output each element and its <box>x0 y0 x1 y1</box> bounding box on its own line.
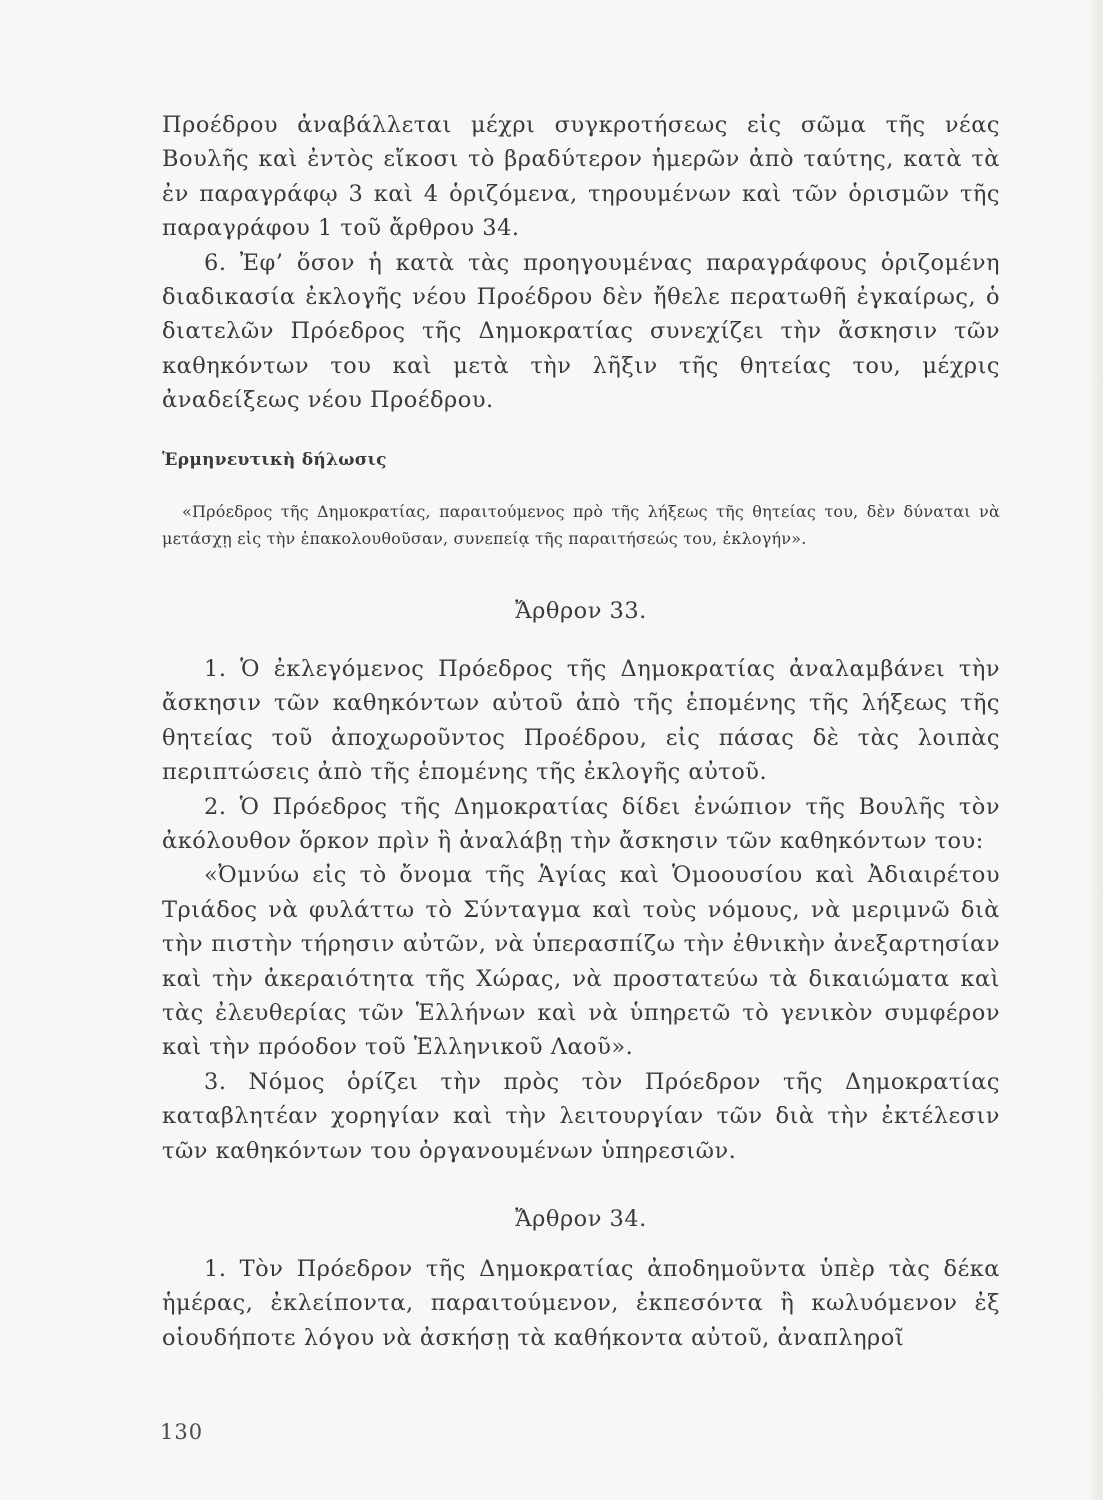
article-33-body <box>162 652 1000 1168</box>
article-33-oath: «Ὀμνύω εἰς τὸ ὄνομα τῆς Ἁγίας καὶ Ὁμοουσίου καὶ Ἀδιαιρέτου Τριάδος νὰ φυλάττω τὸ Σύνταγμα καὶ τοὺς νόμους, νὰ μεριμνῶ διὰ τὴν πιστὴν τήρησιν αὐτῶν, νὰ ὑπερασπίζω τὴν ἐθνικὴν ἀνεξαρτησίαν καὶ τὴν ἀκεραιότητα τῆς Χώρας, νὰ προστατεύω τὰ δικαιώματα καὶ τὰς ἐλευθερίας τῶν Ἑλλήνων καὶ νὰ ὑπηρετῶ τὸ γενικὸν συμφέρον καὶ τὴν πρόοδον τοῦ Ἑλληνικοῦ Λαοῦ». <box>162 862 1000 1061</box>
article-33-paragraph-1: 1. Ὁ ἐκλεγόμενος Πρόεδρος τῆς Δημοκρατίας ἀναλαμβάνει τὴν ἄσκησιν τῶν καθηκόντων αὐτοῦ ἀπὸ τῆς ἑπομένης τῆς λήξεως τῆς θητείας τοῦ ἀποχωροῦντος Προέδρου, εἰς πάσας δὲ τὰς λοιπὰς περιπτώσεις ἀπὸ τῆς ἑπομένης τῆς ἐκλογῆς αὐτοῦ. <box>162 656 1000 786</box>
article-34 <box>162 1206 1000 1232</box>
paragraph-6: 6. Ἐφ’ ὅσον ἡ κατὰ τὰς προηγουμένας παραγράφους ὁριζομένη διαδικασία ἐκλογῆς νέου Προέδρου δὲν ἤθελε περατωθῆ ἐγκαίρως, ὁ διατελῶν Πρόεδρος τῆς Δημοκρατίας συνεχίζει τὴν ἄσκησιν τῶν καθηκόντων του καὶ μετὰ τὴν λῆξιν τῆς θητείας του, μέχρις ἀναδείξεως νέου Προέδρου. <box>162 249 1000 414</box>
article-33-paragraph-2: 2. Ὁ Πρόεδρος τῆς Δημοκρατίας δίδει ἐνώπιον τῆς Βουλῆς τὸν ἀκόλουθον ὅρκον πρὶν ἢ ἀναλάβῃ τὴν ἄσκησιν τῶν καθηκόντων του: <box>162 793 1000 855</box>
article-34-title: Ἄρθρον 34. <box>515 1206 647 1232</box>
article-34-body <box>162 1252 1000 1355</box>
interpretive-note <box>162 450 1000 470</box>
continued-paragraph: Προέδρου ἀναβάλλεται μέχρι συγκροτήσεως εἰς σῶμα τῆς νέας Βουλῆς καὶ ἐντὸς εἴκοσι τὸ βραδύτερον ἡμερῶν ἀπὸ ταύτης, κατὰ τὰ ἐν παραγράφῳ 3 καὶ 4 ὁριζόμενα, τηρουμένων καὶ τῶν ὁρισμῶν τῆς παραγράφου 1 τοῦ ἄρθρου 34. <box>162 112 1000 242</box>
article-34-paragraph-1: 1. Τὸν Πρόεδρον τῆς Δημοκρατίας ἀποδημοῦντα ὑπὲρ τὰς δέκα ἡμέρας, ἐκλείποντα, παραιτούμενον, ἐκπεσόντα ἢ κωλυόμενον ἐξ οἱουδήποτε λόγου νὰ ἀσκήσῃ τὰ καθήκοντα αὐτοῦ, ἀναπληροῖ <box>162 1256 1000 1351</box>
page-edge <box>1089 0 1103 1500</box>
article-33-title: Ἄρθρον 33. <box>515 598 647 624</box>
top-block <box>162 108 1000 418</box>
article-33 <box>162 598 1000 624</box>
note-body-wrap <box>162 498 1000 552</box>
note-text: «Πρόεδρος τῆς Δημοκρατίας, παραιτούμενος πρὸ τῆς λήξεως τῆς θητείας του, δὲν δύναται νὰ μετάσχῃ εἰς τὴν ἐπακολουθοῦσαν, συνεπείᾳ τῆς παραιτήσεώς του, ἐκλογήν». <box>162 502 1000 548</box>
article-33-paragraph-3: 3. Νόμος ὁρίζει τὴν πρὸς τὸν Πρόεδρον τῆς Δημοκρατίας καταβλητέαν χορηγίαν καὶ τὴν λειτουργίαν τῶν διὰ τὴν ἐκτέλεσιν τῶν καθηκόντων του ὀργανουμένων ὑπηρεσιῶν. <box>162 1068 1000 1164</box>
note-heading: Ἑρμηνευτικὴ δήλωσις <box>162 450 387 470</box>
page-number: 130 <box>160 1420 204 1444</box>
